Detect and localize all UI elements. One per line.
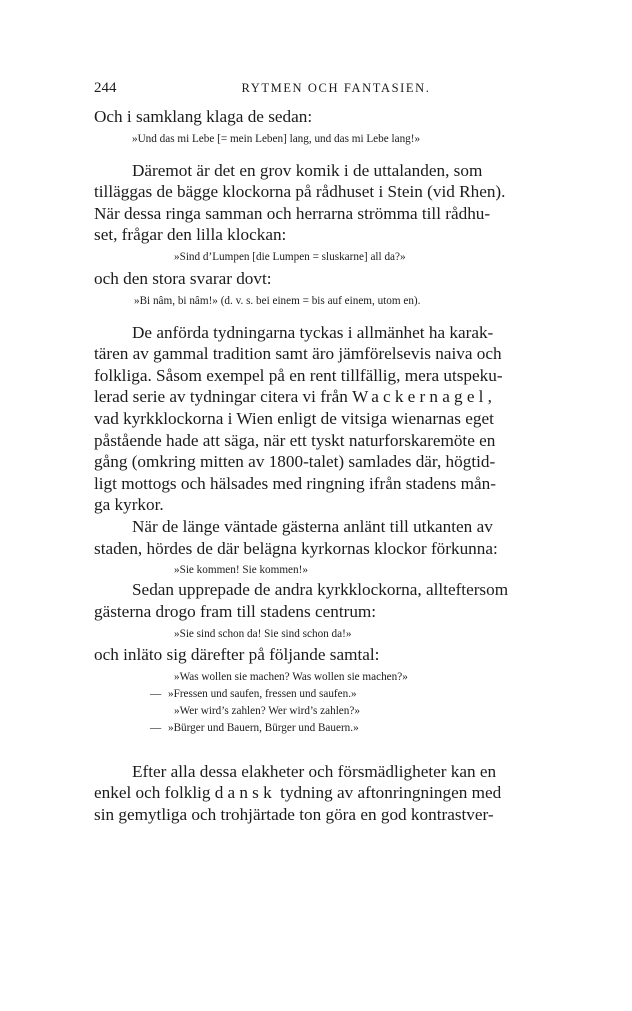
paragraph-1 [94,106,578,128]
text-line: påstående hade att säga, när ett tyskt naturforskaremöte en [94,430,496,450]
text-segment: , [487,387,492,407]
dialogue-line: »Was wollen sie machen? Was wollen sie machen?» [174,670,408,683]
text-segment: lerad serie av tydningar citera vi från [94,387,353,407]
paragraph-3 [94,268,578,290]
text-line: set, frågar den lilla klockan: [94,225,287,245]
text-line: Och i samklang klaga de sedan: [94,107,313,126]
text-line: Däremot är det en grov komik i de uttalanden, som [132,160,483,180]
text-line: Sedan upprepade de andra kyrkklockorna, allteftersom [132,580,509,600]
dash: — [150,687,162,700]
quote-4: »Sie kommen! Sie kommen!» [174,564,308,577]
text-segment: tydning av aftonringningen med [275,783,502,803]
text-line: och den stora svarar dovt: [94,268,272,288]
text-line: staden, hördes de där belägna kyrkornas klockor förkunna: [94,538,498,558]
dialogue-text: »Bürger und Bauern, Bürger und Bauern.» [168,721,359,734]
text-line: folkliga. Såsom exempel på en rent tillfällig, mera utspeku- [94,365,503,385]
text-line: När de länge väntade gästerna anlänt till utkanten av [132,516,493,536]
page-header [94,80,578,106]
paragraph-7 [94,644,578,666]
text-segment: enkel och folklig [94,783,215,803]
paragraph-4 [94,322,578,516]
dialogue-line: »Wer wird’s zahlen? Wer wird’s zahlen?» [174,704,360,717]
paragraph-8 [94,761,578,826]
text-line: När dessa ringa samman och herrarna strömma till rådhu- [94,203,491,223]
quote-1: »Und das mi Lebe [= mein Leben] lang, und das mi Lebe lang!» [132,132,421,145]
paragraph-2 [94,160,578,246]
text-line: och inläto sig därefter på följande samtal: [94,645,380,665]
text-line [94,386,578,408]
text-line: ligt mottogs och hälsades med ringning ifrån stadens mån- [94,473,496,493]
paragraph-5 [94,516,578,559]
text-line [94,782,578,804]
page-number: 244 [94,80,117,96]
book-page [94,80,578,826]
spaced-word-dansk: dansk [214,783,276,803]
quote-2: »Sind d’Lumpen [die Lumpen = sluskarne] all da?» [174,250,406,263]
text-line: tilläggas de bägge klockorna på rådhuset i Stein (vid Rhen). [94,182,506,202]
text-line: tären av gammal tradition samt äro jämförelsevis naiva och [94,344,502,364]
paragraph-6 [94,579,578,622]
dialogue-block [94,669,578,737]
dialogue-text: »Fressen und saufen, fressen und saufen.» [168,687,357,700]
running-title: RYTMEN OCH FANTASIEN. [241,81,431,95]
text-line: ga kyrkor. [94,495,164,515]
dialogue-line [94,686,578,703]
quote-5: »Sie sind schon da! Sie sind schon da!» [174,628,352,641]
spaced-name-wackernagel: Wackernagel [352,387,488,407]
dash: — [150,721,162,734]
text-line: Efter alla dessa elakheter och försmädligheter kan en [132,761,497,781]
text-line: gång (omkring mitten av 1800-talet) samlades där, högtid- [94,452,496,472]
quote-3: »Bi nâm, bi nâm!» (d. v. s. bei einem = bis auf einem, utom en). [134,294,421,307]
text-line: De anförda tydningarna tyckas i allmänhet ha karak- [132,322,494,342]
text-line: gästerna drogo fram till stadens centrum: [94,601,377,621]
text-line: sin gemytliga och trohjärtade ton göra en god kontrastver- [94,805,494,825]
text-line: vad kyrkklockorna i Wien enligt de vitsiga wienarnas eget [94,408,494,428]
dialogue-line [94,720,578,737]
